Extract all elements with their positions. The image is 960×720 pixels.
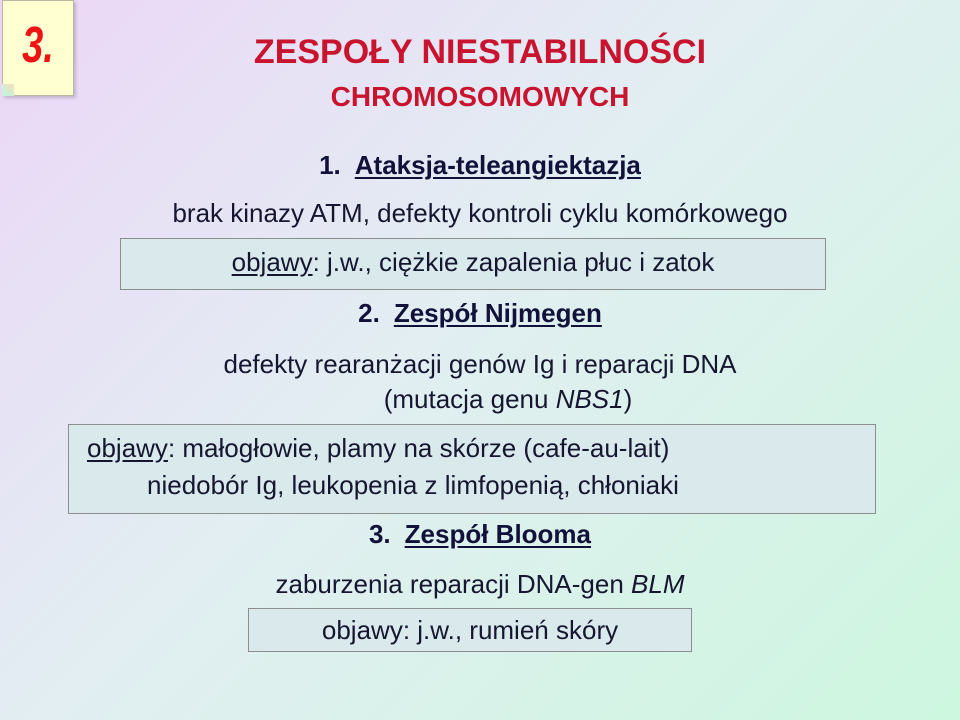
section-2-gene: NBS1 xyxy=(555,384,624,414)
section-1-symptoms-box xyxy=(120,238,826,290)
section-2-symptoms-line2: niedobór Ig, leukopenia z limfopenią, chłoniaki xyxy=(147,470,679,500)
slide-title-line1: ZESPOŁY NIESTABILNOŚCI xyxy=(253,33,707,71)
section-3-name: Zespół Blooma xyxy=(404,519,592,549)
section-1-heading xyxy=(0,150,960,181)
section-3-heading xyxy=(0,519,960,550)
section-2-name: Zespół Nijmegen xyxy=(393,298,602,328)
section-3-number: 3. xyxy=(368,519,391,549)
section-1-symptoms-text: : j.w., ciężkie zapalenia płuc i zatok xyxy=(312,247,715,277)
section-2-heading xyxy=(0,298,960,329)
section-3-symptoms-box xyxy=(248,608,692,652)
section-1-symptoms-label: objawy xyxy=(231,247,313,277)
section-1-name: Ataksja-teleangiektazja xyxy=(354,150,641,180)
slide-title-line2: CHROMOSOMOWYCH xyxy=(330,81,630,112)
section-3-description: zaburzenia reparacji DNA-gen BLM xyxy=(275,569,685,599)
section-2-description-line1: defekty rearanżacji genów Ig i reparacji DNA xyxy=(223,349,737,379)
section-2-symptoms-line1: objawy: małogłowie, plamy na skórze (cafe-au-lait) xyxy=(87,433,670,463)
section-2-symptoms-box xyxy=(68,424,876,514)
section-1-description: brak kinazy ATM, defekty kontroli cyklu komórkowego xyxy=(172,198,788,228)
section-1-number: 1. xyxy=(319,150,341,180)
section-2-description-line2: (mutacja genu NBS1) xyxy=(383,384,633,414)
section-3-symptoms-text: objawy: j.w., rumień skóry xyxy=(321,615,619,645)
slide-number: 3. xyxy=(22,17,54,75)
section-2-number: 2. xyxy=(358,298,380,328)
section-2-symptoms-label: objawy xyxy=(87,433,168,463)
section-3-gene: BLM xyxy=(631,569,685,599)
